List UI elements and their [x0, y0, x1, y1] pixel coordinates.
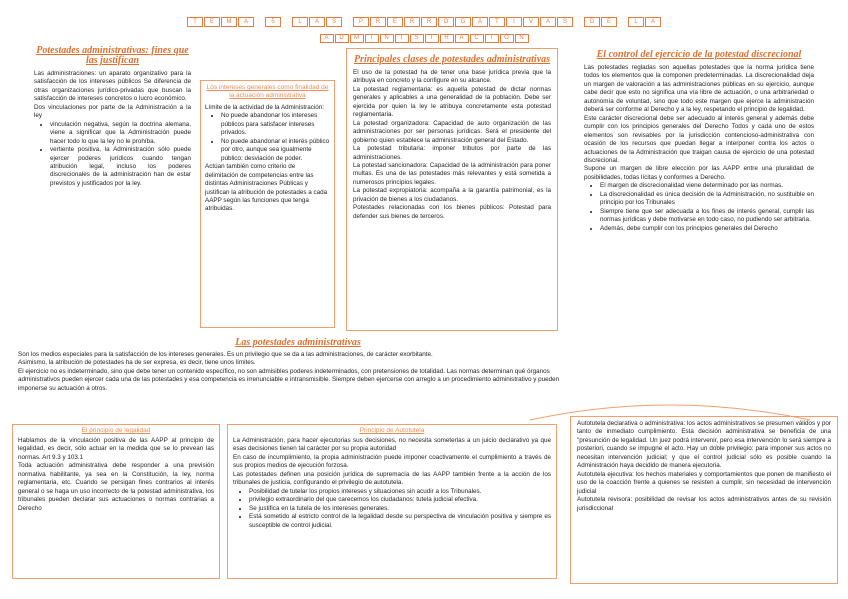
legalidad-p: Toda actuación administrativa debe responder a una previsión normativa habilitante, ya sea en la Constitución, la ley, norma reglamentaria, etc. Cuando se persigan fines contrarios al interés general o se haga un uso incorrecto de la potestad administrativa, los tribunales pueden declarar sus actuaciones o normas contrarias a Derecho [18, 462, 214, 512]
tipos-p: Autotutela declarativa o administrativa: los actos administrativos se presumen válidos y por tanto de inmediato cumplimiento. Esta decisión administrativa se beneficia de una "presunción de legalidad. Un juez podrá intervenir, pero esa intervención lo será siempre a posteriori, cuando se impugne el acto. Hay un doble privilegio: para imponer sus actos no necesitan intervención judicial; y que el control judicial sólo es posible cuando la Administración haya decidido de manera ejecutoria. [577, 420, 831, 470]
clases-p: La potestad tributaria: imponer tributos por parte de las administraciones. [353, 145, 551, 161]
list-item: • La discrecionalidad es única decisión de la Administración, no sustituible en principio por los Tribunales [600, 191, 814, 208]
potestades-p: El ejercicio no es indeterminado, sino que debe tener un contenido específico, no son admisibles poderes indeterminados, con pretensiones de totalidad. Las normas determinan qué órganos administrativos pueden ejercer cada una de las potestades y esa competencia es irrenunciable e intransmisible. Siempre deben ejercerse con arreglo a un procedimiento administrativo y pueden imponerse su actuación a otros. [18, 367, 560, 392]
list-item: • privilegio extraordinario del que carecemos los ciudadanos: tutela judicial efectiva. [249, 496, 551, 504]
title-letter: E [204, 17, 220, 27]
title-letter: I [506, 17, 522, 27]
clases-p: La potestad sancionadora: Capacidad de la administración para poner multas. Es una de las potestades más relevantes y está sometida a numerosos principios legales. [353, 161, 551, 186]
control-body [584, 64, 814, 233]
autotutela-list [233, 488, 551, 530]
title-letter: I [395, 34, 409, 43]
title-letter: Ó [500, 34, 514, 43]
title-letter: E [387, 17, 403, 27]
title-letter: R [421, 17, 437, 27]
list-item: • Siempre tiene que ser adecuada a los fines de interés general, cumplir las normas jurídicas y debe motivarse en todo caso, no pudiendo ser arbitraria. [600, 208, 814, 225]
list-item: • Posibilidad de tutelar los propios intereses y situaciones sin acudir a los Tribunales. [249, 488, 551, 496]
title-letter: R [404, 17, 420, 27]
title-letter: I [365, 34, 379, 43]
title-letter: C [470, 34, 484, 43]
title-letter: T [187, 17, 203, 27]
clases-p: La potestad reglamentaria: es aquella potestad de dictar normas generales y aplicables a una generalidad de la población. Debe ser ejercida por quien la ley le atribuya concretamente esta potestad reglamentaria. [353, 85, 551, 119]
clases-body [353, 69, 551, 221]
fines-vinc: Dos vinculaciones por parte de la Administración a la ley [34, 103, 191, 120]
potestades-p: Asimismo, la atribución de potestades ha de ser expresa, es decir, tiene unos límites. [18, 359, 256, 367]
legalidad-p: Hablamos de la vinculación positiva de las AAPP al principio de legalidad, es decir, sólo actuar en la medida que se lo prevean las normas. Art 9.3 y 103.1 [18, 437, 214, 461]
title-letter: O [438, 17, 454, 27]
autotutela-p: La Administración, para hacer ejecutorias sus decisiones, no necesita someterlas a un juicio declarativo ya que esas decisiones tienen tal carácter por su propia autoridad [233, 437, 551, 453]
potestades-p: Son los medios especiales para la satisfacción de los intereses generales. Es un privilegio que se da a las administraciones, de carácter exorbitante. [18, 351, 433, 358]
list-item: • No puede abandonar el interés público por otro, aunque sea igualmente público: desviación de poder. [221, 138, 330, 163]
clases-p: El uso de la potestad ha de tener una base jurídica previa que la atribuya en concreto y la configure en su alcance. [353, 69, 551, 85]
clases-p: Potestades relacionadas con los bienes públicos: Potestad para defender sus bienes de terceros. [353, 204, 551, 220]
autotutela-p: En caso de incumplimiento, la propia administración puede imponer coactivamente el cumplimiento a través de sus propios medios de ejecución forzosa. [233, 453, 551, 470]
title-letter: L [292, 17, 308, 27]
title-letter: S [557, 17, 573, 27]
autotutela-tipos-body [577, 420, 831, 513]
control-p: Las potestades regladas son aquellas potestades que la norma jurídica tiene todos los elementos que la componen predeterminadas. La discrecionalidad deja un margen de valoración a las administraciones públicas en su ejercicio, aunque cabe decir que esto no significa una vía libre de actuación, o una arbitrariedad o autonomía de voluntad, sino que todo este margen que ejerce la administración deberá ser conforme al Derecho y a la ley, respetando el principio de legalidad. [584, 64, 814, 114]
autotutela-tipos-box [570, 416, 838, 584]
title-letter: R [370, 17, 386, 27]
intereses-title: Los intereses generales como finalidad de la actuación administrativa [206, 84, 329, 99]
legalidad-title: El principio de legalidad [81, 427, 151, 434]
list-item: • Está sometido al estricto control de la legalidad desde su perspectiva de vinculación positiva y siempre es susceptible de control judicial. [249, 513, 551, 530]
potestades-section [18, 338, 578, 414]
list-item: • No puede abandonar los intereses públicos para satisfacer intereses privados. [221, 112, 330, 137]
title-letter: S [326, 17, 342, 27]
title-letter: 5 [265, 17, 281, 27]
title-letter: A [455, 34, 469, 43]
autotutela-title: Principio de Autotutela [359, 427, 425, 434]
title-letter: N [380, 34, 394, 43]
intereses-box [200, 80, 335, 328]
autotutela-body [233, 437, 551, 530]
fines-title: Potestades administrativas: fines que las justifican [36, 46, 189, 66]
tipos-p: Autotutela ejecutiva: los hechos materiales y comportamientos que ponen de manifiesto el uso de la coacción frente a quienes se resisten a cumplir, sin necesidad de intervención judicial [577, 470, 831, 495]
clases-title: Principales clases de potestades administrativas [353, 54, 551, 65]
tipos-p: Autotutela revisora: posibilidad de revisar los actos administrativos antes de su revisión jurisdiccional [577, 496, 831, 512]
control-list [584, 182, 814, 233]
title-letter: M [221, 17, 237, 27]
title-letter: A [540, 17, 556, 27]
fines-section [34, 46, 191, 296]
title-letter: A [320, 34, 334, 43]
title-letter: L [628, 17, 644, 27]
list-item: • vinculación negativa, según la doctrina alemana, viene a significar que la Administración puede hacer todo lo que la ley no le prohíba. [50, 121, 191, 146]
intereses-body [205, 104, 330, 214]
legalidad-body [18, 437, 214, 513]
intereses-intro: Límite de la actividad de la Administración: [205, 104, 325, 111]
clases-box [346, 48, 558, 331]
title-letter: M [350, 34, 364, 43]
intereses-outro: Actúan también como criterio de delimitación de competencias entre las distintas Administraciones Públicas y justifican la atribución de potestades a cada AAPP según las funciones que tenga atribuidas. [205, 163, 328, 213]
title-letter: A [472, 17, 488, 27]
title-letter: I [485, 34, 499, 43]
title-letter: D [584, 17, 600, 27]
title-letter: A [238, 17, 254, 27]
control-p: Este carácter discrecional debe ser adecuado al interés general y además debe cumplir con los principios generales del Derecho Todos y cada uno de estos elementos son revisables por la jurisdicción contencioso-administrativa con ocasión de los recursos que puedan llegar a interponer contra los actos o actuaciones de la Administración que traigan causa de ejercicio de una potestad discrecional. [584, 114, 814, 164]
list-item: • Se justifica en la tutela de los intereses generales. [249, 505, 551, 513]
list-item: • El margen de discrecionalidad viene determinado por las normas. [600, 182, 814, 190]
title-letter: P [353, 17, 369, 27]
page-title-line2 [0, 26, 848, 44]
autotutela-box [227, 424, 557, 579]
title-letter: N [515, 34, 529, 43]
title-letter: T [489, 17, 505, 27]
fines-body [34, 70, 191, 188]
clases-p: La potestad organizadora: Capacidad de auto organización de las administraciones por ser personas jurídicas. Será el presidente del gobierno quien establece la administración general del Estado. [353, 119, 551, 144]
intereses-list [205, 112, 330, 163]
autotutela-p: Las potestades definen una posición jurídica de supremacía de las AAPP también frente a la acción de los tribunales de justicia, configurando el privilegio de autotutela. [233, 470, 551, 487]
potestades-body [18, 351, 578, 393]
title-letter: R [440, 34, 454, 43]
clases-p: La potestad expropiatoria: acompaña a la garantía patrimonial, es la privación de bienes a los ciudadanos. [353, 187, 551, 203]
legalidad-box [12, 424, 220, 579]
control-section [584, 50, 814, 400]
list-item: • Además, debe cumplir con los principios generales del Derecho [600, 225, 814, 233]
title-letter: V [523, 17, 539, 27]
title-letter: A [309, 17, 325, 27]
control-p: Supone un margen de libre elección por las AAPP entre una pluralidad de posibilidades, todas lícitas y conformes a Derecho. [584, 165, 814, 181]
title-letter: E [601, 17, 617, 27]
title-letter: G [455, 17, 471, 27]
fines-list [34, 121, 191, 189]
control-title: El control del ejercicio de la potestad discrecional [596, 50, 802, 60]
fines-intro: Las administraciones: un aparato organizativo para la satisfacción de los intereses públicos Se diferencia de otras organizaciones jurídico-privadas que buscan la satisfacción de intereses concretos o lucro económico. [34, 70, 191, 103]
list-item: • vertiente positiva, la Administración sólo puede ejercer poderes jurídicos cuando tengan atribución legal, incluso los poderes discrecionales de la administración han de estar previstos y justificados por la ley. [50, 146, 191, 188]
title-letter: T [425, 34, 439, 43]
title-letter: A [645, 17, 661, 27]
potestades-title: Las potestades administrativas [235, 338, 361, 348]
title-letter: D [335, 34, 349, 43]
title-letter: S [410, 34, 424, 43]
